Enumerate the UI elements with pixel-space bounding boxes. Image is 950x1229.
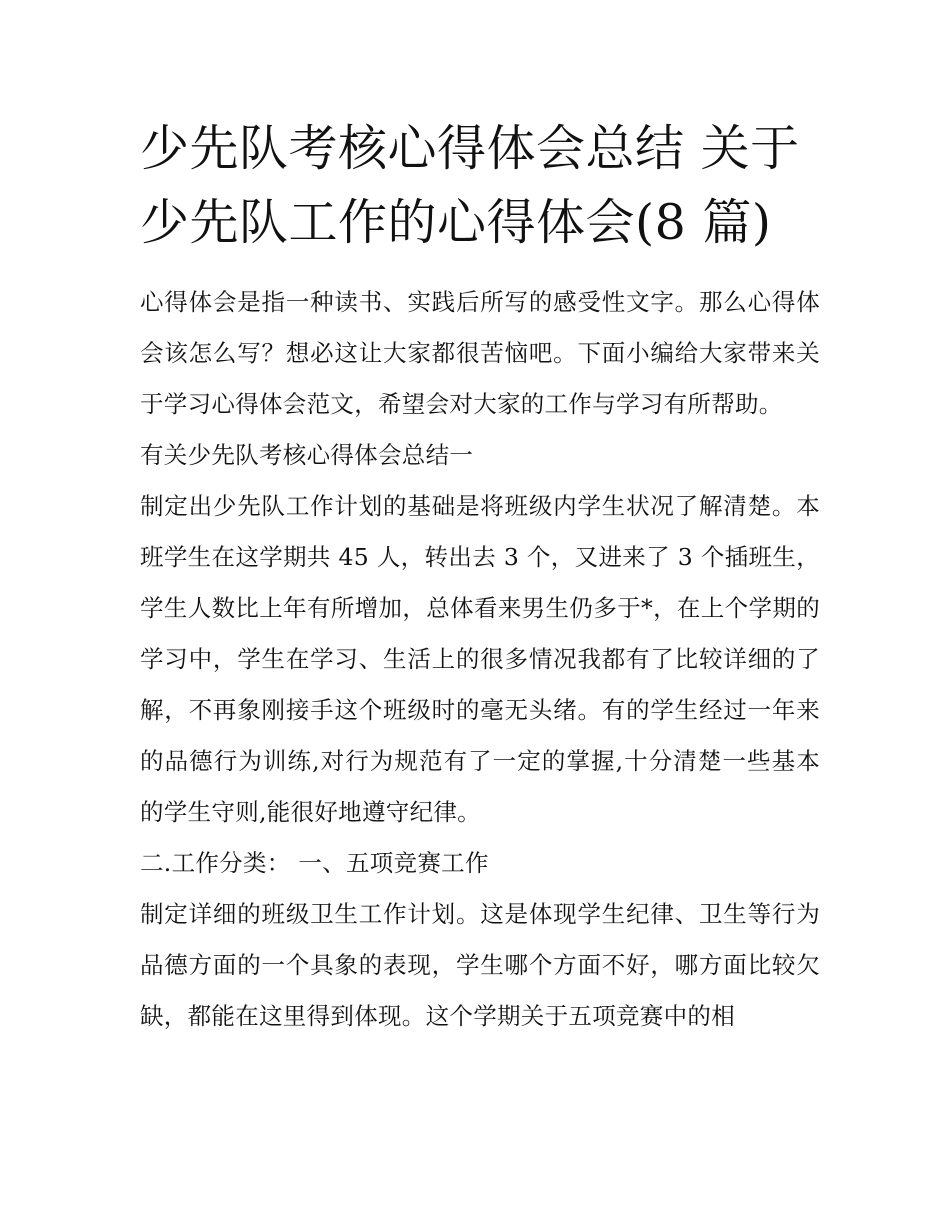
- intro-paragraph: 心得体会是指一种读书、实践后所写的感受性文字。那么心得体会该怎么写？想必这让大家都很苦恼吧。下面小编给大家带来关于学习心得体会范文，希望会对大家的工作与学习有所帮助。: [140, 288, 820, 418]
- body-paragraph: 制定出少先队工作计划的基础是将班级内学生状况了解清楚。本班学生在这学期共 45 人，转出去 3 个，又进来了 3 个插班生，学生人数比上年有所增加，总体看来男生仍多于*，在上个学期的学习中，学生在学习、生活上的很多情况我都有了比较详细的了解，不再象刚接手这个班级时的毫无头绪。有的学生经过一年来的品德行为训练,对行为规范有了一定的掌握,十分清楚一些基本的学生守则,能很好地遵守纪律。: [140, 492, 820, 826]
- subsection-heading: 二.工作分类： 一、五项竞赛工作: [140, 849, 489, 877]
- title-line-2: 少先队工作的心得体会(8 篇): [140, 194, 772, 251]
- document-body: [140, 277, 820, 1042]
- title-line-1: 少先队考核心得体会总结 关于: [140, 120, 800, 177]
- section-heading: 有关少先队考核心得体会总结一: [140, 441, 474, 469]
- document-title: [140, 112, 820, 260]
- body-paragraph: 制定详细的班级卫生工作计划。这是体现学生纪律、卫生等行为品德方面的一个具象的表现，学生哪个方面不好，哪方面比较欠缺，都能在这里得到体现。这个学期关于五项竞赛中的相: [140, 900, 820, 1030]
